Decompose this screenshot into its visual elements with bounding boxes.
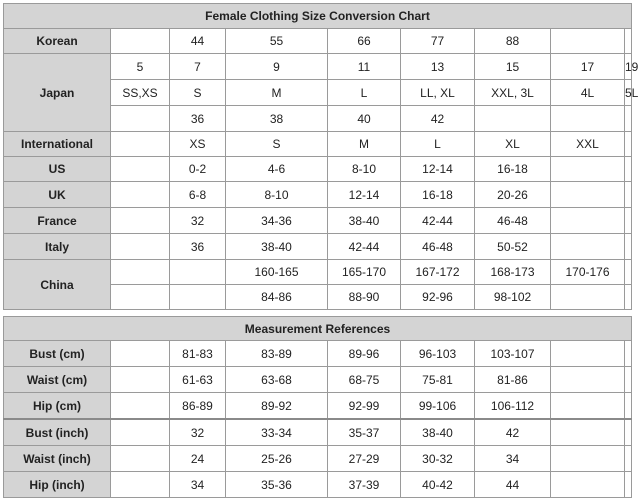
value-cell xyxy=(551,106,625,132)
value-cell: 89-96 xyxy=(328,341,401,367)
value-cell: XXL xyxy=(551,132,625,157)
row-label: Hip (cm) xyxy=(4,393,111,420)
value-cell: 16-18 xyxy=(401,182,475,208)
value-cell: 167-172 xyxy=(401,260,475,285)
value-cell xyxy=(625,367,632,393)
value-cell: 34 xyxy=(475,446,551,472)
row-label: Bust (inch) xyxy=(4,419,111,446)
row-label: Japan xyxy=(4,54,111,132)
measurement-title-row xyxy=(4,317,632,341)
value-cell xyxy=(551,341,625,367)
value-cell: 61-63 xyxy=(170,367,226,393)
value-cell xyxy=(625,393,632,420)
table-body xyxy=(4,4,638,498)
value-cell: 25-26 xyxy=(226,446,328,472)
value-cell: XL xyxy=(475,132,551,157)
value-cell: 5 xyxy=(111,54,170,80)
value-cell: 44 xyxy=(170,29,226,54)
value-cell xyxy=(551,393,625,420)
value-cell: 98-102 xyxy=(475,285,551,310)
france-row xyxy=(4,208,632,234)
value-cell: 42 xyxy=(401,106,475,132)
value-cell xyxy=(170,285,226,310)
value-cell: 84-86 xyxy=(226,285,328,310)
value-cell: M xyxy=(226,80,328,106)
value-cell: 42-44 xyxy=(328,234,401,260)
value-cell: 33-34 xyxy=(226,419,328,446)
value-cell: 38 xyxy=(226,106,328,132)
value-cell xyxy=(111,367,170,393)
value-cell: S xyxy=(226,132,328,157)
value-cell xyxy=(625,260,632,285)
value-cell xyxy=(625,182,632,208)
row-label: Waist (cm) xyxy=(4,367,111,393)
value-cell: 63-68 xyxy=(226,367,328,393)
korean-row xyxy=(4,29,632,54)
value-cell xyxy=(625,341,632,367)
row-label: France xyxy=(4,208,111,234)
measurement-row xyxy=(4,419,632,446)
value-cell: SS,XS xyxy=(111,80,170,106)
value-cell: 50-52 xyxy=(475,234,551,260)
value-cell: 89-92 xyxy=(226,393,328,420)
value-cell: L xyxy=(401,132,475,157)
value-cell: 66 xyxy=(328,29,401,54)
value-cell: 165-170 xyxy=(328,260,401,285)
value-cell xyxy=(111,182,170,208)
value-cell: 81-83 xyxy=(170,341,226,367)
value-cell xyxy=(551,29,625,54)
value-cell: 34 xyxy=(170,472,226,498)
china-row xyxy=(4,260,632,285)
value-cell: 6-8 xyxy=(170,182,226,208)
value-cell: 34-36 xyxy=(226,208,328,234)
value-cell: 46-48 xyxy=(475,208,551,234)
value-cell: 16-18 xyxy=(475,157,551,182)
section-title: Measurement References xyxy=(4,317,632,341)
value-cell xyxy=(625,106,632,132)
value-cell: 40 xyxy=(328,106,401,132)
value-cell: 36 xyxy=(170,106,226,132)
value-cell xyxy=(551,285,625,310)
value-cell: 9 xyxy=(226,54,328,80)
value-cell: 8-10 xyxy=(226,182,328,208)
value-cell: 81-86 xyxy=(475,367,551,393)
value-cell xyxy=(625,132,632,157)
measurement-row xyxy=(4,446,632,472)
value-cell xyxy=(625,472,632,498)
value-cell: 83-89 xyxy=(226,341,328,367)
value-cell xyxy=(111,157,170,182)
value-cell xyxy=(551,234,625,260)
measurement-row xyxy=(4,393,632,420)
value-cell: 0-2 xyxy=(170,157,226,182)
value-cell xyxy=(551,446,625,472)
value-cell: 30-32 xyxy=(401,446,475,472)
value-cell xyxy=(111,260,170,285)
value-cell xyxy=(111,29,170,54)
row-label: US xyxy=(4,157,111,182)
value-cell: 160-165 xyxy=(226,260,328,285)
value-cell: 99-106 xyxy=(401,393,475,420)
value-cell xyxy=(625,157,632,182)
value-cell xyxy=(625,29,632,54)
value-cell xyxy=(551,367,625,393)
value-cell xyxy=(475,106,551,132)
value-cell: 38-40 xyxy=(226,234,328,260)
value-cell: 86-89 xyxy=(170,393,226,420)
gap-row xyxy=(4,310,632,317)
value-cell: 19 xyxy=(625,54,632,80)
value-cell: 12-14 xyxy=(401,157,475,182)
value-cell: 170-176 xyxy=(551,260,625,285)
value-cell: 35-37 xyxy=(328,419,401,446)
value-cell xyxy=(111,208,170,234)
value-cell xyxy=(625,446,632,472)
value-cell: 37-39 xyxy=(328,472,401,498)
value-cell: 35-36 xyxy=(226,472,328,498)
row-label: Waist (inch) xyxy=(4,446,111,472)
size-chart xyxy=(3,3,638,498)
value-cell: 24 xyxy=(170,446,226,472)
value-cell: 55 xyxy=(226,29,328,54)
value-cell xyxy=(111,472,170,498)
measurement-row xyxy=(4,341,632,367)
value-cell: 46-48 xyxy=(401,234,475,260)
title-row xyxy=(4,4,632,29)
value-cell: XS xyxy=(170,132,226,157)
us-row xyxy=(4,157,632,182)
value-cell: 5L xyxy=(625,80,632,106)
value-cell xyxy=(111,132,170,157)
value-cell: XXL, 3L xyxy=(475,80,551,106)
value-cell xyxy=(111,285,170,310)
value-cell: 42-44 xyxy=(401,208,475,234)
value-cell xyxy=(551,157,625,182)
value-cell: 75-81 xyxy=(401,367,475,393)
value-cell: 4L xyxy=(551,80,625,106)
value-cell: 38-40 xyxy=(328,208,401,234)
value-cell xyxy=(111,234,170,260)
chart-title: Female Clothing Size Conversion Chart xyxy=(4,4,632,29)
value-cell xyxy=(111,106,170,132)
value-cell: 88 xyxy=(475,29,551,54)
row-label: Bust (cm) xyxy=(4,341,111,367)
measurement-row xyxy=(4,472,632,498)
value-cell: 88-90 xyxy=(328,285,401,310)
value-cell: 92-96 xyxy=(401,285,475,310)
uk-row xyxy=(4,182,632,208)
value-cell xyxy=(625,419,632,446)
value-cell: 96-103 xyxy=(401,341,475,367)
value-cell: 77 xyxy=(401,29,475,54)
value-cell: 11 xyxy=(328,54,401,80)
size-conversion-table xyxy=(3,3,638,498)
value-cell xyxy=(551,182,625,208)
value-cell xyxy=(551,208,625,234)
value-cell: M xyxy=(328,132,401,157)
value-cell: 92-99 xyxy=(328,393,401,420)
value-cell: 15 xyxy=(475,54,551,80)
value-cell xyxy=(111,393,170,420)
value-cell: 106-112 xyxy=(475,393,551,420)
value-cell xyxy=(625,234,632,260)
value-cell: 17 xyxy=(551,54,625,80)
value-cell: 103-107 xyxy=(475,341,551,367)
row-label: China xyxy=(4,260,111,310)
value-cell: 168-173 xyxy=(475,260,551,285)
row-label: International xyxy=(4,132,111,157)
value-cell: 12-14 xyxy=(328,182,401,208)
value-cell xyxy=(551,419,625,446)
row-label: UK xyxy=(4,182,111,208)
separator xyxy=(4,310,632,317)
measurement-row xyxy=(4,367,632,393)
japan-row xyxy=(4,54,632,80)
value-cell: 4-6 xyxy=(226,157,328,182)
value-cell: 38-40 xyxy=(401,419,475,446)
value-cell: S xyxy=(170,80,226,106)
value-cell xyxy=(625,285,632,310)
row-label: Italy xyxy=(4,234,111,260)
value-cell: 8-10 xyxy=(328,157,401,182)
value-cell: 13 xyxy=(401,54,475,80)
value-cell: 44 xyxy=(475,472,551,498)
value-cell: 32 xyxy=(170,419,226,446)
row-label: Hip (inch) xyxy=(4,472,111,498)
value-cell: 40-42 xyxy=(401,472,475,498)
international-row xyxy=(4,132,632,157)
value-cell xyxy=(170,260,226,285)
italy-row xyxy=(4,234,632,260)
value-cell: 68-75 xyxy=(328,367,401,393)
value-cell xyxy=(111,341,170,367)
value-cell xyxy=(111,419,170,446)
value-cell: 27-29 xyxy=(328,446,401,472)
value-cell: 7 xyxy=(170,54,226,80)
value-cell xyxy=(551,472,625,498)
value-cell: 32 xyxy=(170,208,226,234)
row-label: Korean xyxy=(4,29,111,54)
value-cell: 36 xyxy=(170,234,226,260)
value-cell: 42 xyxy=(475,419,551,446)
value-cell: 20-26 xyxy=(475,182,551,208)
value-cell xyxy=(625,208,632,234)
value-cell xyxy=(111,446,170,472)
value-cell: L xyxy=(328,80,401,106)
value-cell: LL, XL xyxy=(401,80,475,106)
